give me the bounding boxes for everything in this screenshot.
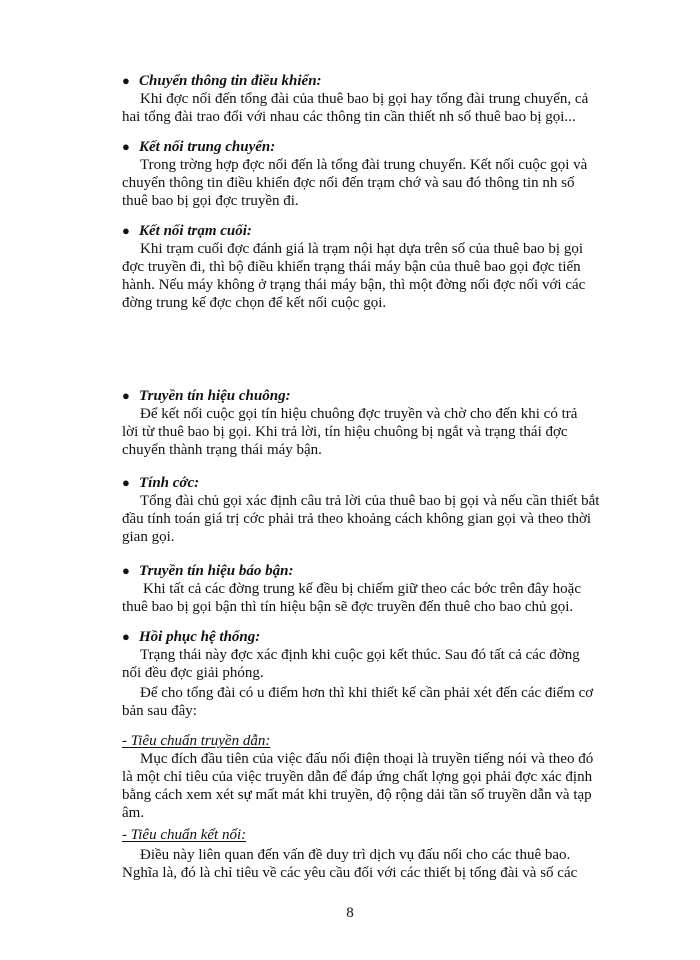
paragraph-line: đợc truyền đi, thì bộ điều khiển trạng thái máy bận của thuê bao gọi đợc tiến: [122, 259, 581, 275]
paragraph-line: âm.: [122, 805, 145, 821]
paragraph-line: Trong trờng hợp đợc nối đến là tổng đài trung chuyển. Kết nối cuộc gọi và: [140, 157, 588, 173]
paragraph-line: Tổng đài chủ gọi xác định câu trả lời của thuê bao bị gọi và nếu cần thiết bắt: [140, 493, 600, 509]
paragraph-line: lời từ thuê bao bị gọi. Khi trả lời, tín hiệu chuông bị ngắt và trạng thái đợc: [122, 424, 568, 440]
section-title: Kết nối trạm cuối:: [139, 223, 252, 239]
bullet-icon: ●: [122, 563, 130, 578]
bullet-icon: ●: [122, 475, 130, 490]
subsection-title: - Tiêu chuẩn truyền dẫn:: [122, 733, 271, 749]
paragraph-line: thuê bao bị gọi đợc truyền đi.: [122, 193, 299, 209]
section-heading: [122, 387, 291, 405]
paragraph-line: hành. Nếu máy không ở trạng thái máy bận, thì một đờng nối đợc nối với các: [122, 277, 586, 293]
paragraph-line: Nghĩa là, đó là chỉ tiêu về các yêu cầu đối với các thiết bị tổng đài và số các: [122, 865, 578, 881]
paragraph-line: thuê bao bị gọi bận thì tín hiệu bận sẽ đợc truyền đến thuê cho bao chủ gọi.: [122, 599, 574, 615]
section-heading: [122, 474, 199, 492]
section-title: Truyền tín hiệu báo bận:: [139, 563, 294, 579]
section-heading: [122, 138, 275, 156]
section-heading: [122, 628, 260, 646]
bullet-icon: ●: [122, 223, 130, 238]
paragraph-line: chuyển thành trạng thái máy bận.: [122, 442, 322, 458]
paragraph-line: Điều này liên quan đến vấn đề duy trì dịch vụ đấu nối cho các thuê bao.: [140, 847, 571, 863]
paragraph-line: là một chỉ tiêu của việc truyền dẫn để đáp ứng chất lợng gọi phải đợc xác định: [122, 769, 593, 785]
section-title: Truyền tín hiệu chuông:: [139, 388, 291, 404]
paragraph-line: nối đều đợc giải phóng.: [122, 665, 264, 681]
section-title: Tính cớc:: [139, 475, 200, 491]
paragraph-line: hai tổng đài trao đổi với nhau các thông tin cần thiết nh số thuê bao bị gọi...: [122, 109, 576, 125]
paragraph-line: Khi tất cả các đờng trung kế đều bị chiếm giữ theo các bớc trên đây hoặc: [143, 581, 581, 597]
section-title: Chuyển thông tin điều khiển:: [139, 73, 322, 89]
bullet-icon: ●: [122, 388, 130, 403]
bullet-icon: ●: [122, 73, 130, 88]
paragraph-line: đờng trung kế đợc chọn để kết nối cuộc gọi.: [122, 295, 387, 311]
page-number: 8: [346, 905, 354, 921]
paragraph-line: Để cho tổng đài có u điểm hơn thì khi thiết kế cần phải xét đến các điểm cơ: [140, 685, 594, 701]
bullet-icon: ●: [122, 139, 130, 154]
paragraph-line: bằng cách xem xét sự mất mát khi truyền, độ rộng dải tần số truyền dẫn và tạp: [122, 787, 592, 803]
paragraph-line: Trạng thái này đợc xác định khi cuộc gọi kết thúc. Sau đó tất cả các đờng: [140, 647, 580, 663]
paragraph-line: Mục đích đầu tiên của việc đấu nối điện thoại là truyền tiếng nói và theo đó: [140, 751, 594, 767]
paragraph-line: Khi trạm cuối đợc đánh giá là trạm nội hạt dựa trên số của thuê bao bị gọi: [140, 241, 584, 257]
paragraph-line: chuyển thông tin điều khiển đợc nối đến trạm chớ và sau đó thông tin nh số: [122, 175, 575, 191]
section-heading: [122, 562, 293, 580]
paragraph-line: bản sau đây:: [122, 703, 197, 719]
subsection-title: - Tiêu chuẩn kết nối:: [122, 827, 247, 843]
bullet-icon: ●: [122, 629, 130, 644]
section-title: Kết nối trung chuyển:: [139, 139, 276, 155]
section-heading: [122, 72, 322, 90]
paragraph-line: gian gọi.: [122, 529, 175, 545]
paragraph-line: Khi đợc nối đến tổng đài của thuê bao bị gọi hay tổng đài trung chuyển, cả: [140, 91, 589, 107]
section-heading: [122, 222, 252, 240]
paragraph-line: Để kết nối cuộc gọi tín hiệu chuông đợc truyền và chờ cho đến khi có trả: [140, 406, 578, 422]
paragraph-line: đầu tính toán giá trị cớc phải trả theo khoảng cách không gian gọi và theo thời: [122, 511, 592, 527]
section-title: Hồi phục hệ thống:: [139, 629, 261, 645]
